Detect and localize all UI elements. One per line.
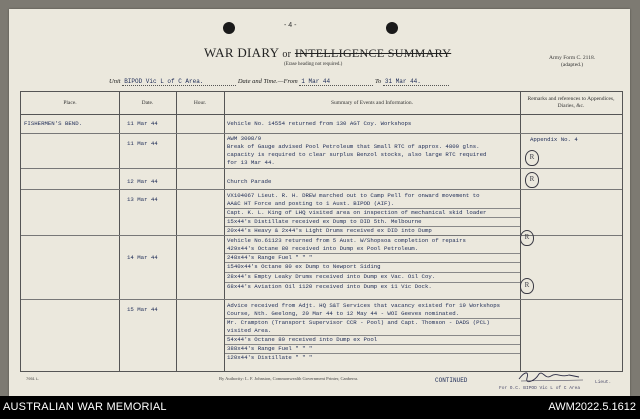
col-hour: Hour. — [193, 99, 207, 106]
entry-line: Vehicle No. 14554 returned from 130 AGT Coy. Workshops — [227, 120, 412, 127]
initial-mark: R — [525, 150, 539, 166]
punch-hole-left — [223, 22, 235, 34]
erase-note: (Erase heading not required.) — [284, 62, 343, 67]
title-struck: INTELLIGENCE SUMMARY — [294, 46, 452, 60]
entry-date: 14 Mar 44 — [127, 254, 158, 261]
entry-line: AWM 3008/9 — [227, 135, 262, 142]
entry-line: visited Area. — [227, 327, 272, 334]
caption-accession: AWM2022.5.1612 — [548, 401, 636, 413]
form-code: 7951 L. — [26, 376, 40, 381]
diary-page — [9, 9, 630, 396]
punch-hole-right — [386, 22, 398, 34]
army-form-label — [549, 55, 595, 69]
caption-bar — [0, 396, 640, 419]
diary-table — [20, 91, 623, 372]
entry-date: 12 Mar 44 — [127, 178, 158, 185]
entry-line: 28x44's Empty Leaky Drums received into Dump ex Vac. Oil Coy. — [227, 273, 436, 280]
caption-institution: AUSTRALIAN WAR MEMORIAL — [3, 401, 167, 413]
initial-mark: R — [520, 278, 534, 294]
appendix-reference: Appendix No. 4 — [530, 136, 578, 143]
entry-line: 388x44's Range Fuel " " " — [227, 345, 313, 352]
entry-line: 429x44's Octane 80 received into Dump ex Pool Petroleum. — [227, 245, 419, 252]
col-date: Date. — [141, 99, 154, 106]
army-form-number: Army Form C. 2118. — [549, 55, 596, 61]
initial-mark: R — [520, 230, 534, 246]
page-number: - 4 - — [284, 22, 297, 29]
entry-line: VX104067 Lieut. R. H. DREW marched out to Camp Pell for onward movement to — [227, 192, 480, 199]
col-place: Place. — [63, 99, 77, 106]
entry-line: Church Parade — [227, 178, 272, 185]
col-remarks: Remarks and references to Appendices, Diaries, &c. — [527, 96, 615, 109]
entry-line: AA&C HT Force and posting to 1 Aust. BIPOD (AIF). — [227, 200, 395, 207]
initial-mark: R — [525, 172, 539, 188]
to-date: 31 Mar 44. — [384, 78, 421, 85]
entry-line: Advice received from Adjt. HQ S&T Services that vacancy existed for 19 Workshops — [227, 302, 501, 309]
entry-date: 11 Mar 44 — [127, 140, 158, 147]
title-main: WAR DIARY — [204, 45, 279, 60]
to-label: To — [374, 78, 382, 85]
continued-label: CONTINUED — [435, 377, 468, 384]
entry-line: 1540x44's Octane 80 ex Dump to Newport Siding — [227, 263, 381, 270]
entry-line: Mr. Crampton (Transport Supervisor CCR - Pool) and Capt. Thomson - DADS (PCL) — [227, 319, 490, 326]
unit-line — [109, 78, 449, 86]
entry-line: Vehicle No.61123 returned from 5 Aust. W/Shopsoa completion of repairs — [227, 237, 466, 244]
army-form-note: (adapted.) — [560, 62, 584, 68]
entry-place: FISHERMEN'S BEND. — [24, 120, 83, 127]
col-summary: Summary of Events and Information. — [330, 99, 414, 106]
entry-date: 15 Mar 44 — [127, 306, 158, 313]
entry-line: for 13 Mar 44. — [227, 159, 275, 166]
title-or: or — [282, 49, 292, 60]
page-title — [204, 45, 451, 61]
entry-line: 20x44's Heavy & 2x44's Light Drums received ex DID into Dump — [227, 227, 432, 234]
signature-rank: Lieut. — [595, 380, 612, 385]
printer-authority: By Authority: L. F. Johnston, Commonwealth Government Printer, Canberra. — [219, 376, 359, 381]
entry-line: 120x44's Distillate " " " — [227, 354, 313, 361]
entry-line: 54x44's Octane 80 received into Dump ex Pool — [227, 336, 378, 343]
date-label: Date and Time.—From — [237, 78, 298, 85]
unit-value: BIPOD Vic L of C Area. — [124, 78, 204, 85]
unit-label: Unit — [109, 78, 121, 85]
entry-date: 13 Mar 44 — [127, 196, 158, 203]
unit-stamp: For O.C. BIPOD Vic L of C Area — [499, 386, 581, 391]
entry-line: 15x44's Distillate received ex Dump to DID 5th. Melbourne — [227, 218, 422, 225]
entry-line: Capt. K. L. King of LHQ visited area on inspection of mechanical skid loader — [227, 209, 487, 216]
entry-line: 248x44's Range Fuel " " " — [227, 254, 313, 261]
entry-line: 68x44's Aviation Oil 1120 received into Dump ex 11 Vic Dock. — [227, 283, 432, 290]
signature — [517, 369, 587, 383]
entry-date: 11 Mar 44 — [127, 120, 158, 127]
entry-line: Course, Nth. Geelong, 20 Mar 44 to 12 May 44 - WOI Geeves nominated. — [227, 310, 460, 317]
entry-line: Break of Gauge advised Pool Petroleum that Small RTC of approx. 4800 glns. — [227, 143, 480, 150]
entry-line: capacity is required to clear surplus Benzol stocks, also large RTC required — [227, 151, 487, 158]
from-date: 1 Mar 44 — [301, 78, 331, 85]
